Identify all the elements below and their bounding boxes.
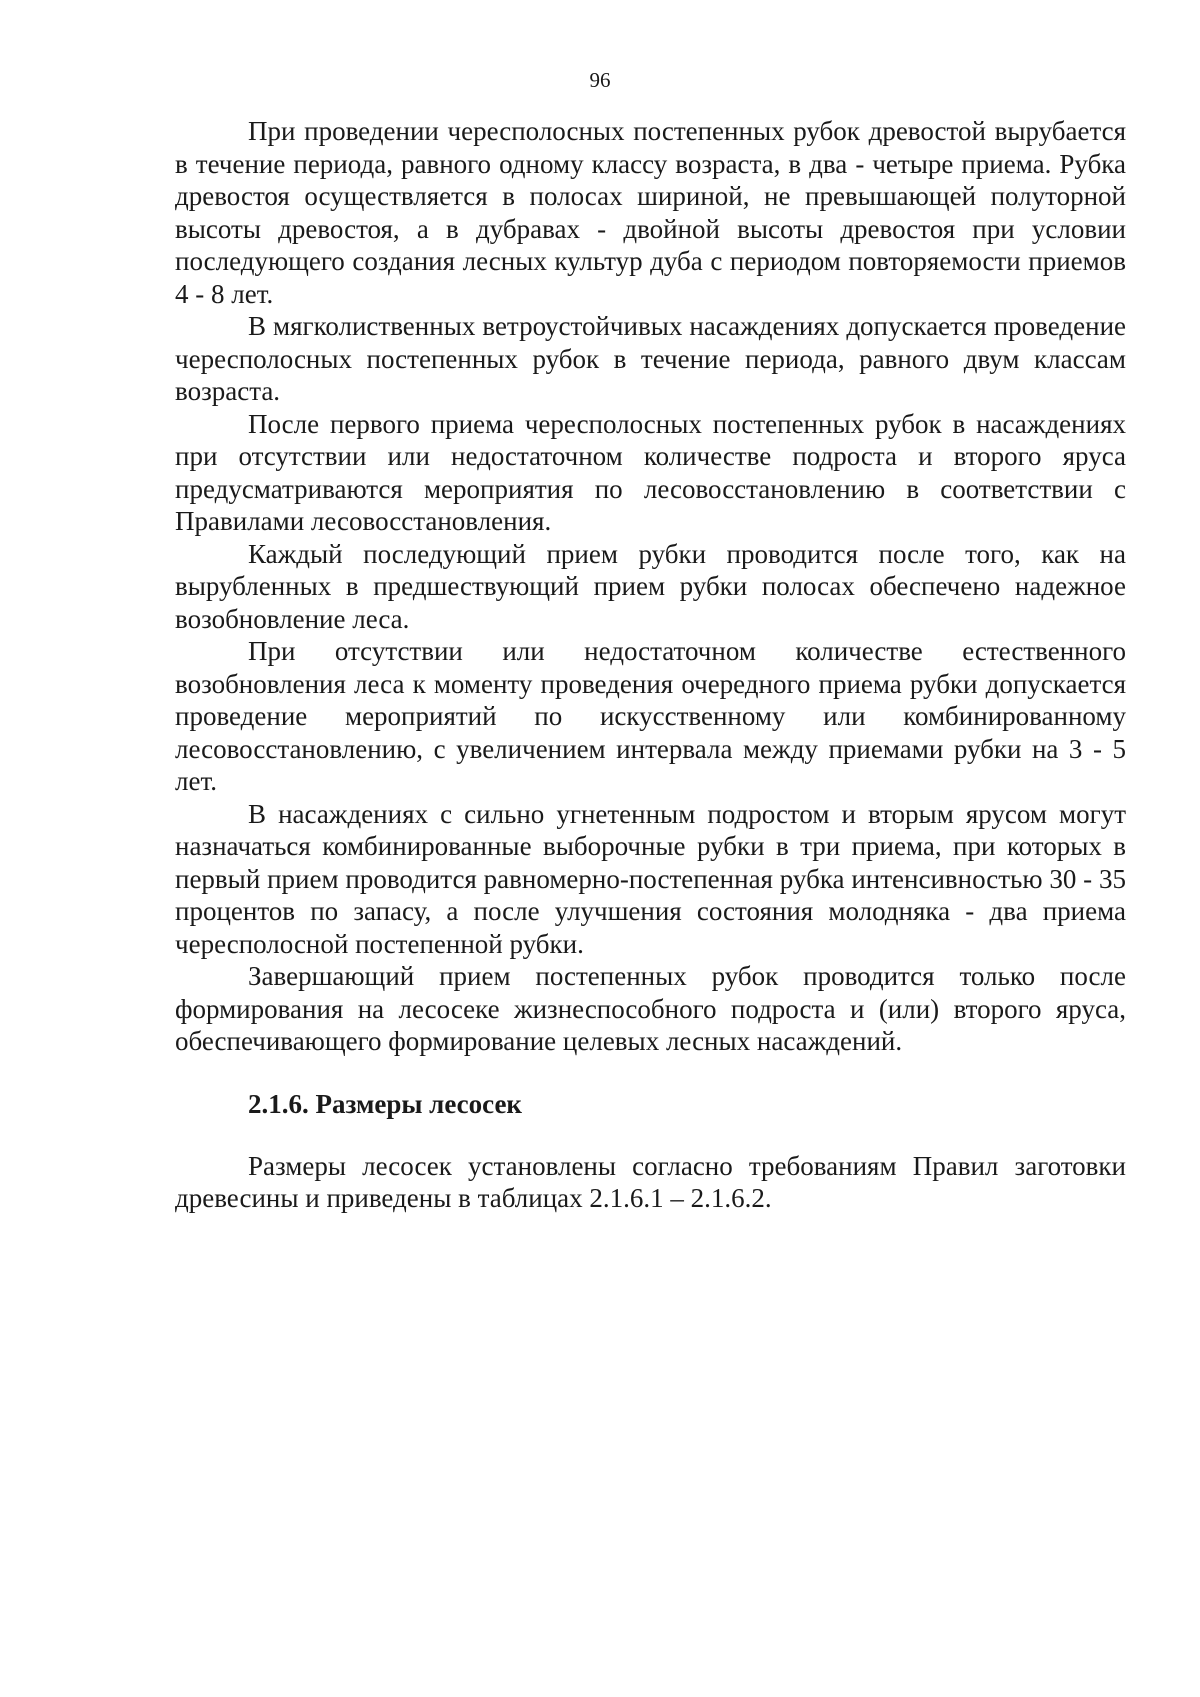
paragraph: После первого приема чересполосных постепенных рубок в насаждениях при отсутствии или недостаточном количестве подроста и второго яруса предусматриваются мероприятия по лесовосстановлению в соответствии с Правилами лесовосстановления. bbox=[175, 408, 1126, 536]
paragraph: Каждый последующий прием рубки проводится после того, как на вырубленных в предшествующий прием рубки полосах обеспечено надежное возобновление леса. bbox=[175, 538, 1126, 634]
paragraph: Завершающий прием постепенных рубок проводится только после формирования на лесосеке жизнеспособного подроста и (или) второго яруса, обеспечивающего формирование целевых лесных насаждений. bbox=[175, 961, 1126, 1056]
section-heading: 2.1.6. Размеры лесосек bbox=[248, 1088, 522, 1119]
page-body bbox=[175, 115, 1126, 1215]
page-number: 96 bbox=[589, 68, 611, 92]
paragraph: При проведении чересполосных постепенных рубок древостой вырубается в течение периода, равного одному классу возраста, в два - четыре приема. Рубка древостоя осуществляется в полосах шириной, не превышающей полуторной высоты древостоя, а в дубравах - двойной высоты древостоя при условии последующего создания лесных культур дуба с периодом повторяемости приемов 4 - 8 лет. bbox=[175, 116, 1126, 309]
paragraph-list bbox=[175, 115, 1126, 1058]
paragraph: В насаждениях с сильно угнетенным подростом и вторым ярусом могут назначаться комбинированные выборочные рубки в три приема, при которых в первый прием проводится равномерно-постепенная рубка интенсивностью 30 - 35 процентов по запасу, а после улучшения состояния молодняка - два приема чересполосной постепенной рубки. bbox=[175, 798, 1126, 959]
paragraph-after-heading: Размеры лесосек установлены согласно требованиям Правил заготовки древесины и приведены в таблицах 2.1.6.1 – 2.1.6.2. bbox=[175, 1150, 1126, 1213]
paragraph: В мягколиственных ветроустойчивых насаждениях допускается проведение чересполосных постепенных рубок в течение периода, равного двум классам возраста. bbox=[175, 311, 1126, 406]
paragraph: При отсутствии или недостаточном количестве естественного возобновления леса к моменту проведения очередного приема рубки допускается проведение мероприятий по искусственному или комбинированному лесовосстановлению, с увеличением интервала между приемами рубки на 3 - 5 лет. bbox=[175, 636, 1126, 796]
